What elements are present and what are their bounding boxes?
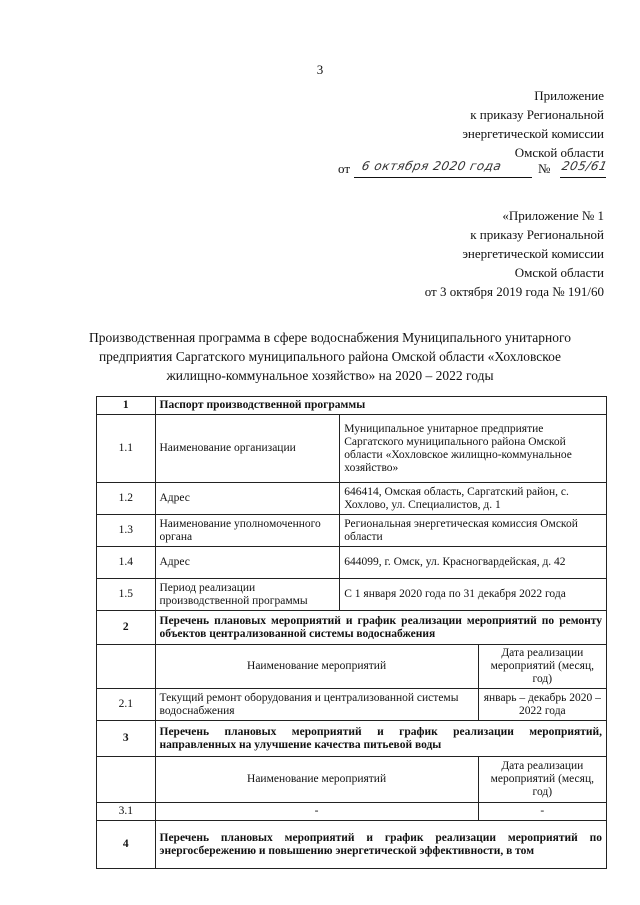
appendix-line: к приказу Региональной	[470, 227, 604, 242]
row-value: 646414, Омская область, Саргатский район, с. Хохлово, ул. Специалистов, д. 1	[340, 483, 607, 515]
table-row	[97, 547, 607, 579]
column-header-name: Наименование мероприятий	[155, 757, 478, 803]
row-value: Муниципальное унитарное предприятие Саргатского муниципального района Омской области «Хохловское жилищно-коммунальное хозяйство»	[340, 415, 607, 483]
table-row	[97, 515, 607, 547]
row-number: 1.3	[97, 515, 156, 547]
section-number: 1	[97, 397, 156, 415]
row-label: Наименование организации	[155, 415, 340, 483]
section-row	[97, 611, 607, 645]
appendix-header	[462, 86, 604, 162]
header-row	[97, 645, 607, 689]
page-number: 3	[316, 62, 324, 77]
handwritten-date: 6 октября 2020 года	[360, 159, 503, 173]
section-heading: Перечень плановых мероприятий и график реализации мероприятий, направленных на улучшение качества питьевой воды	[155, 721, 607, 757]
row-value: Региональная энергетическая комиссия Омской области	[340, 515, 607, 547]
section-row	[97, 721, 607, 757]
row-number: 1.2	[97, 483, 156, 515]
activity-name: -	[155, 803, 478, 821]
row-number: 2.1	[97, 689, 156, 721]
section-heading: Паспорт производственной программы	[155, 397, 607, 415]
row-number: 1.4	[97, 547, 156, 579]
appendix-line: к приказу Региональной	[470, 107, 604, 122]
table-row	[97, 803, 607, 821]
program-table	[96, 396, 607, 869]
row-value: С 1 января 2020 года по 31 декабря 2022 года	[340, 579, 607, 611]
activity-date: -	[478, 803, 606, 821]
appendix-line: энергетической комиссии	[462, 126, 604, 141]
ot-label: от	[338, 161, 351, 176]
section-number: 2	[97, 611, 156, 645]
row-number: 1.1	[97, 415, 156, 483]
appendix-line: Приложение	[534, 88, 604, 103]
appendix-line: энергетической комиссии	[462, 246, 604, 261]
row-label: Адрес	[155, 547, 340, 579]
number-underline	[560, 177, 606, 178]
section-heading: Перечень плановых мероприятий и график реализации мероприятий по ремонту объектов централизованной системы водоснабжения	[155, 611, 607, 645]
activity-date: январь – декабрь 2020 – 2022 года	[478, 689, 606, 721]
table-row	[97, 415, 607, 483]
date-underline	[354, 177, 532, 178]
appendix-line: «Приложение № 1	[502, 208, 604, 223]
row-label: Наименование уполномоченного органа	[155, 515, 340, 547]
table-row	[97, 689, 607, 721]
order-date-line	[338, 159, 609, 180]
row-label: Адрес	[155, 483, 340, 515]
section-number: 4	[97, 821, 156, 869]
empty-cell	[97, 757, 156, 803]
column-header-name: Наименование мероприятий	[155, 645, 478, 689]
section-row	[97, 821, 607, 869]
appendix-1-header	[425, 206, 604, 301]
row-number: 1.5	[97, 579, 156, 611]
table-row	[97, 483, 607, 515]
column-header-date: Дата реализации мероприятий (месяц, год)	[478, 645, 606, 689]
appendix-line: от 3 октября 2019 года № 191/60	[424, 284, 604, 299]
row-label: Период реализации производственной программы	[155, 579, 340, 611]
row-value: 644099, г. Омск, ул. Красногвардейская, д. 42	[340, 547, 607, 579]
appendix-line: Омской области	[514, 265, 604, 280]
appendix-line: Омской области	[514, 145, 604, 160]
handwritten-number: 205/61	[560, 159, 609, 173]
column-header-date: Дата реализации мероприятий (месяц, год)	[478, 757, 606, 803]
row-number: 3.1	[97, 803, 156, 821]
empty-cell	[97, 645, 156, 689]
activity-name: Текущий ремонт оборудования и централизованной системы водоснабжения	[155, 689, 478, 721]
section-heading: Перечень плановых мероприятий и график реализации мероприятий по энергосбережению и повышению энергетической эффективности, в том	[155, 821, 607, 869]
document-title: Производственная программа в сфере водоснабжения Муниципального унитарного предприятия Саргатского муниципального района Омской области «Хохловское жилищно-коммунальное хозяйство» на 2020 – 2022 годы	[89, 330, 571, 383]
section-number: 3	[97, 721, 156, 757]
number-label: №	[538, 161, 551, 176]
section-row	[97, 397, 607, 415]
header-row	[97, 757, 607, 803]
table-row	[97, 579, 607, 611]
